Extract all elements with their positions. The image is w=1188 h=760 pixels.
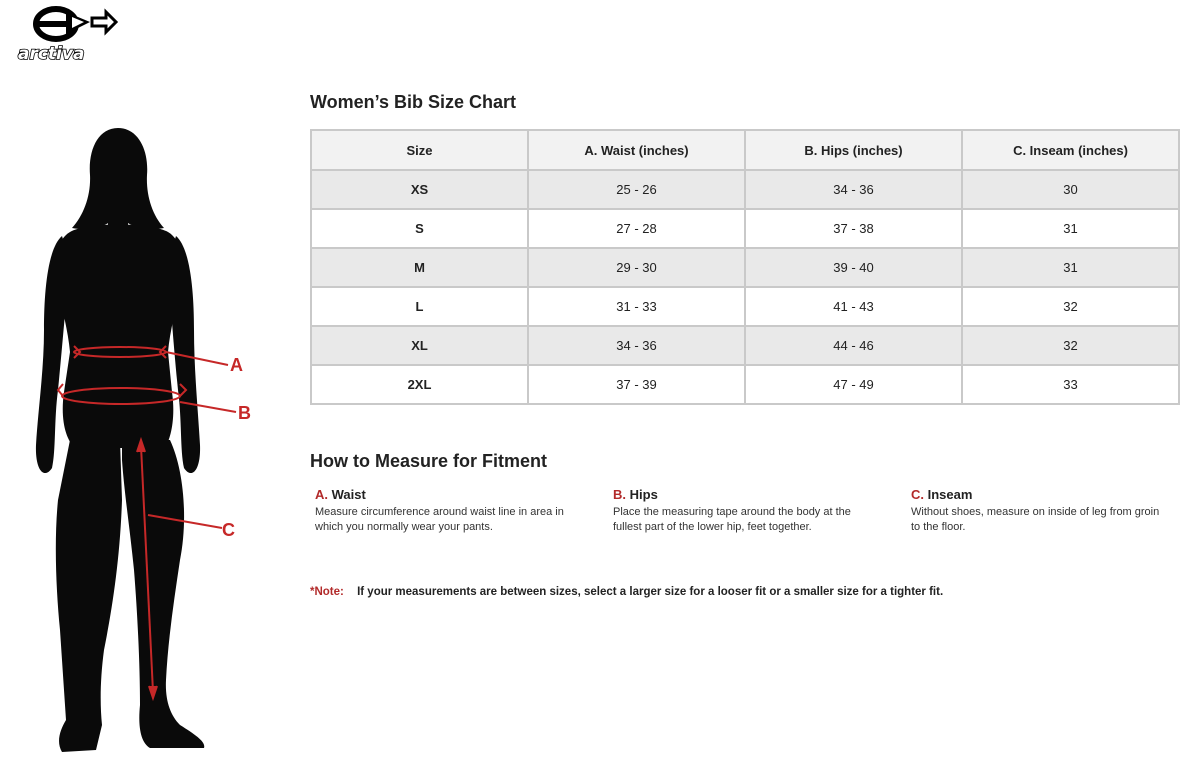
measure-letter: C. bbox=[911, 487, 924, 502]
table-row bbox=[311, 326, 1179, 365]
header-hips: B. Hips (inches) bbox=[745, 130, 962, 170]
waist-cell: 34 - 36 bbox=[528, 326, 745, 365]
size-cell: M bbox=[311, 248, 528, 287]
body-silhouette-figure bbox=[0, 120, 300, 755]
measure-name: Hips bbox=[629, 487, 658, 502]
label-c: C bbox=[222, 520, 235, 540]
header-size: Size bbox=[311, 130, 528, 170]
measure-inseam-heading bbox=[911, 487, 1171, 502]
label-b: B bbox=[238, 403, 251, 423]
measure-waist-text: Measure circumference around waist line in area in which you normally wear your pants. bbox=[315, 506, 564, 533]
inseam-cell: 31 bbox=[962, 209, 1179, 248]
header-inseam: C. Inseam (inches) bbox=[962, 130, 1179, 170]
table-row bbox=[311, 170, 1179, 209]
size-chart-title: Women’s Bib Size Chart bbox=[310, 92, 517, 112]
inseam-cell: 32 bbox=[962, 326, 1179, 365]
hips-cell: 39 - 40 bbox=[745, 248, 962, 287]
hips-cell: 34 - 36 bbox=[745, 170, 962, 209]
waist-cell: 27 - 28 bbox=[528, 209, 745, 248]
logo-wordmark: arctiva bbox=[18, 44, 85, 64]
waist-cell: 29 - 30 bbox=[528, 248, 745, 287]
inseam-cell: 30 bbox=[962, 170, 1179, 209]
measure-hips-heading bbox=[613, 487, 873, 502]
hips-cell: 47 - 49 bbox=[745, 365, 962, 404]
inseam-cell: 33 bbox=[962, 365, 1179, 404]
brand-logo bbox=[8, 4, 130, 62]
header-waist: A. Waist (inches) bbox=[528, 130, 745, 170]
hips-cell: 37 - 38 bbox=[745, 209, 962, 248]
table-row bbox=[311, 365, 1179, 404]
woman-silhouette-icon bbox=[36, 128, 204, 752]
label-a: A bbox=[230, 355, 243, 375]
table-row bbox=[311, 248, 1179, 287]
measure-waist-heading bbox=[315, 487, 575, 502]
inseam-cell: 32 bbox=[962, 287, 1179, 326]
size-cell: XS bbox=[311, 170, 528, 209]
measure-letter: A. bbox=[315, 487, 328, 502]
measure-inseam-text: Without shoes, measure on inside of leg from groin to the floor. bbox=[911, 506, 1160, 533]
measure-hips-text: Place the measuring tape around the body at the fullest part of the lower hip, feet together. bbox=[613, 506, 851, 533]
size-cell: L bbox=[311, 287, 528, 326]
sizing-note bbox=[310, 586, 943, 598]
waist-cell: 37 - 39 bbox=[528, 365, 745, 404]
note-text: If your measurements are between sizes, select a larger size for a looser fit or a smaller size for a tighter fit. bbox=[357, 586, 944, 598]
measure-letter: B. bbox=[613, 487, 626, 502]
note-label: *Note: bbox=[310, 586, 344, 598]
size-cell: XL bbox=[311, 326, 528, 365]
size-chart-table bbox=[310, 129, 1180, 405]
table-header-row bbox=[311, 130, 1179, 170]
how-to-measure-title: How to Measure for Fitment bbox=[310, 451, 548, 471]
measure-inseam bbox=[906, 487, 1171, 535]
hips-cell: 41 - 43 bbox=[745, 287, 962, 326]
table-row bbox=[311, 287, 1179, 326]
measure-name: Inseam bbox=[927, 487, 973, 502]
waist-cell: 25 - 26 bbox=[528, 170, 745, 209]
measure-hips bbox=[608, 487, 873, 535]
measure-waist bbox=[310, 487, 575, 535]
size-cell: 2XL bbox=[311, 365, 528, 404]
hips-cell: 44 - 46 bbox=[745, 326, 962, 365]
table-row bbox=[311, 209, 1179, 248]
waist-cell: 31 - 33 bbox=[528, 287, 745, 326]
size-cell: S bbox=[311, 209, 528, 248]
measure-name: Waist bbox=[331, 487, 366, 502]
inseam-cell: 31 bbox=[962, 248, 1179, 287]
arctiva-logo-icon bbox=[8, 4, 130, 44]
